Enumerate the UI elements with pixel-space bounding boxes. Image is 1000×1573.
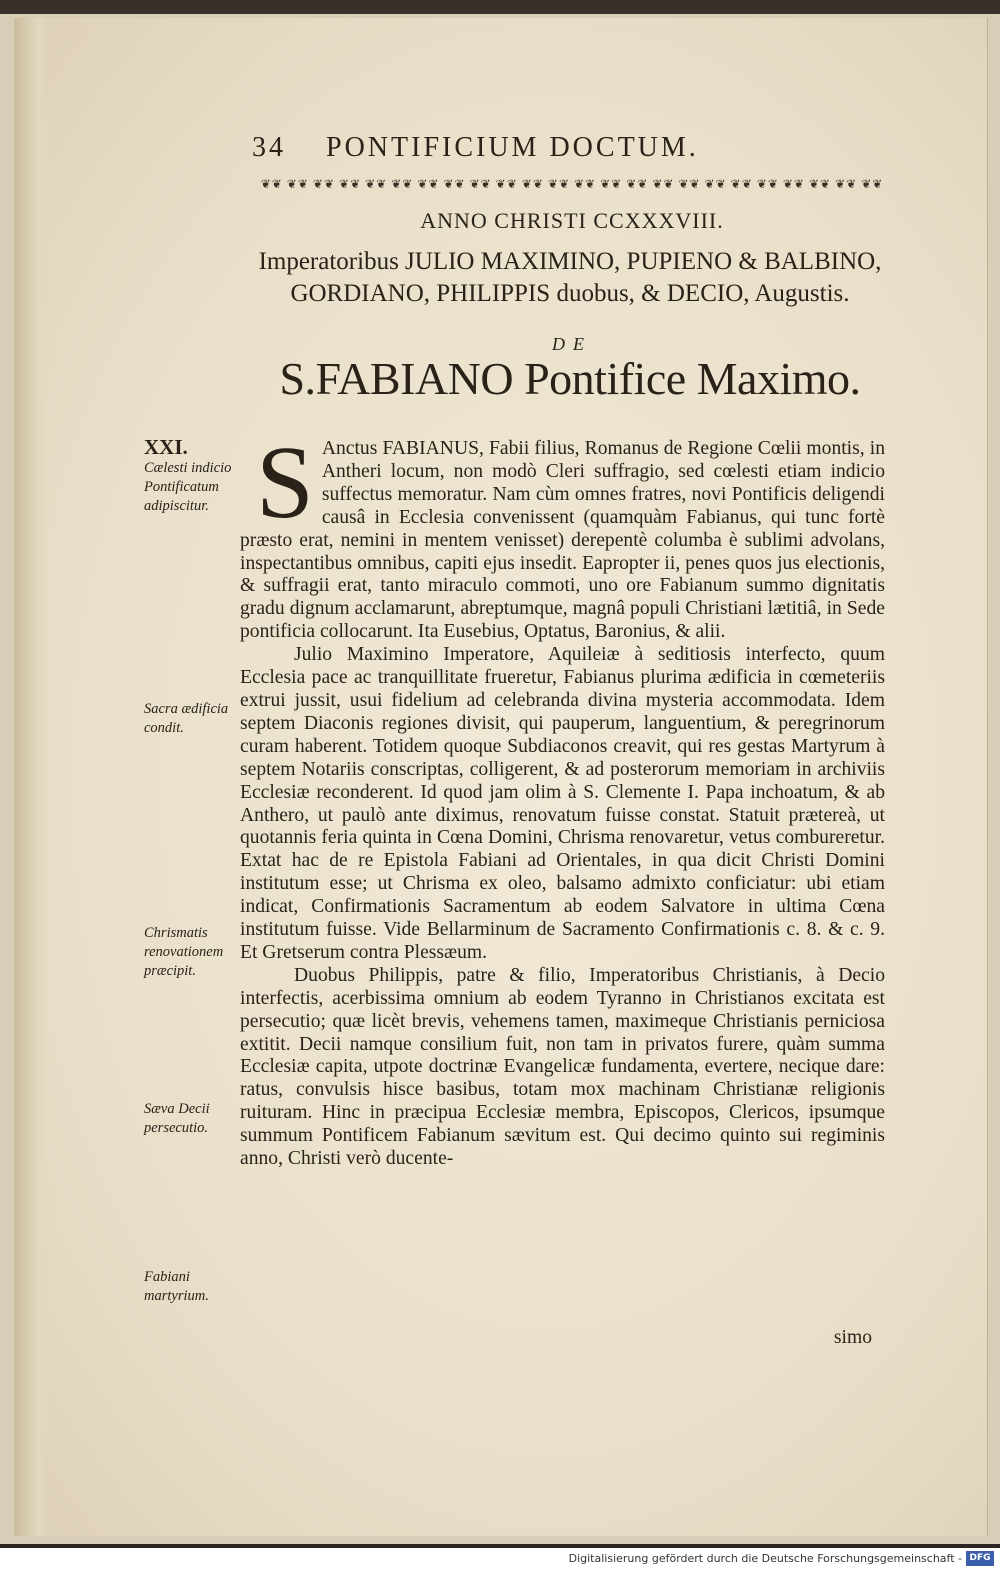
drop-cap: S bbox=[256, 425, 314, 540]
ornament-rule: ❦❦ ❦❦ ❦❦ ❦❦ ❦❦ ❦❦ ❦❦ ❦❦ ❦❦ ❦❦ ❦❦ ❦❦ ❦❦ ❦❦ ❦❦ ❦❦ ❦❦ ❦❦ ❦❦ ❦❦ ❦❦ ❦❦ ❦❦ ❦❦ bbox=[260, 177, 884, 191]
chapter-title: S.FABIANO Pontifice Maximo. bbox=[279, 353, 861, 404]
margin-note-2: Sacra ædificia condit. bbox=[144, 701, 229, 736]
paragraph-1-text: Anctus FABIANUS, Fabii filius, Romanus de Regione Cœlii montis, in Antheri locum, non modò Cleri suffragio, sed cœlesti etiam indicio suffectus memoratur. Nam cùm omnes fratres, novi Pontificis deligendi causâ in Ecclesia convenissent (quamquàm Fabianus, qui tunc fortè præsto erat, nemini in mentem venisset) derepentè columba è sublimi advolans, inspectantibus omnibus, capiti ejus insedit. Eapropter ii, penes quos jus electionis, & suffragii erat, tanto miraculo commoti, uno ore Fabianum summo dignitatis gradu dignum acclamarunt, abreptumque, magnâ populi Christiani lætitiâ, in Sede pontificia collocarunt. Ita Eusebius, Optatus, Baronius, & alii. bbox=[240, 438, 885, 643]
catchword: simo bbox=[833, 1327, 872, 1348]
body-text bbox=[240, 425, 885, 1171]
margin-note-3: Chrismatis renovationem præcipit. bbox=[144, 925, 224, 979]
emperors-heading: Imperatoribus JULIO MAXIMINO, PUPIENO & BALBINO, GORDIANO, PHILIPPIS duobus, & DECIO, Augustis. bbox=[258, 248, 882, 307]
page-number: 34 bbox=[252, 132, 286, 163]
year-heading: ANNO CHRISTI CCXXXVIII. bbox=[420, 208, 724, 233]
margin-note-4: Sæva Decii persecutio. bbox=[144, 1101, 210, 1136]
margin-note-1 bbox=[144, 435, 240, 516]
de-heading: DE bbox=[552, 334, 592, 354]
running-head bbox=[252, 132, 812, 164]
page-gutter-shadow bbox=[14, 18, 50, 1536]
paragraph-1 bbox=[240, 425, 885, 644]
section-number: XXI. bbox=[144, 435, 188, 459]
footer-credit: Digitalisierung gefördert durch die Deutsche Forschungsgemeinschaft - bbox=[568, 1552, 962, 1565]
paragraph-2: Julio Maximino Imperatore, Aquileiæ à seditiosis interfecto, quum Ecclesia pace ac tranquillitate frueretur, Fabianus plurima ædificia in cœmeteriis extrui jussit, usui fidelium ad celebranda divina mysteria accommodata. Idem septem Diaconis regiones divisit, qui pauperum, languentium, & peregrinorum curam haberent. Totidem quoque Subdiaconos creavit, qui res gestas Martyrum à septem Notariis conscriptas, colligerent, & ad posterorum memoriam in archiviis Ecclesiæ reconderent. Id quod jam olim à S. Clemente I. Papa inchoatum, & ab Anthero, ut paulò ante diximus, renovatum fuisse constat. Statuit prætereà, ut quotannis feria quinta in Cœna Domini, Chrisma renovaretur, vetus combureretur. Extat hac de re Epistola Fabiani ad Orientales, in qua dicit Christi Domini institutum esse; ut Chrisma ex oleo, balsamo admixto conficiatur: ubi etiam indicat, Confirmationis Sacramentum ab eodem Salvatore in ultima Cœna institutum fuisse. Vide Bellarminum de Sacramento Confirmationis c. 8. & c. 9. Et Gretserum contra Plessæum. bbox=[240, 644, 885, 963]
running-title: PONTIFICIUM DOCTUM. bbox=[326, 132, 699, 163]
margin-note-text-1: Cælesti indicio Pontificatum adipiscitur. bbox=[144, 460, 232, 514]
margin-note-5: Fabiani martyrium. bbox=[144, 1269, 209, 1304]
dfg-logo: DFG bbox=[966, 1551, 994, 1566]
paragraph-3: Duobus Philippis, patre & filio, Imperatoribus Christianis, à Decio interfectis, acerbissima omnium ab eodem Tyranno in Christianos excitata est persecutio; quæ licèt brevis, vehemens tamen, maximeque Christianis perniciosa extitit. Decii namque consilium fuit, non tam in privatos furere, quàm summa Ecclesiæ capita, utpote doctrinæ Evangelicæ fundamenta, evertere, necique dare: ratus, convulsis hisce basibus, totam mox machinam Christianæ religionis ruituram. Hinc in præcipua Ecclesiæ membra, Episcopos, Clericos, ipsumque summum Pontificem Fabianum sævitum est. Qui decimo quinto sui regiminis anno, Christi verò ducente- bbox=[240, 964, 885, 1170]
